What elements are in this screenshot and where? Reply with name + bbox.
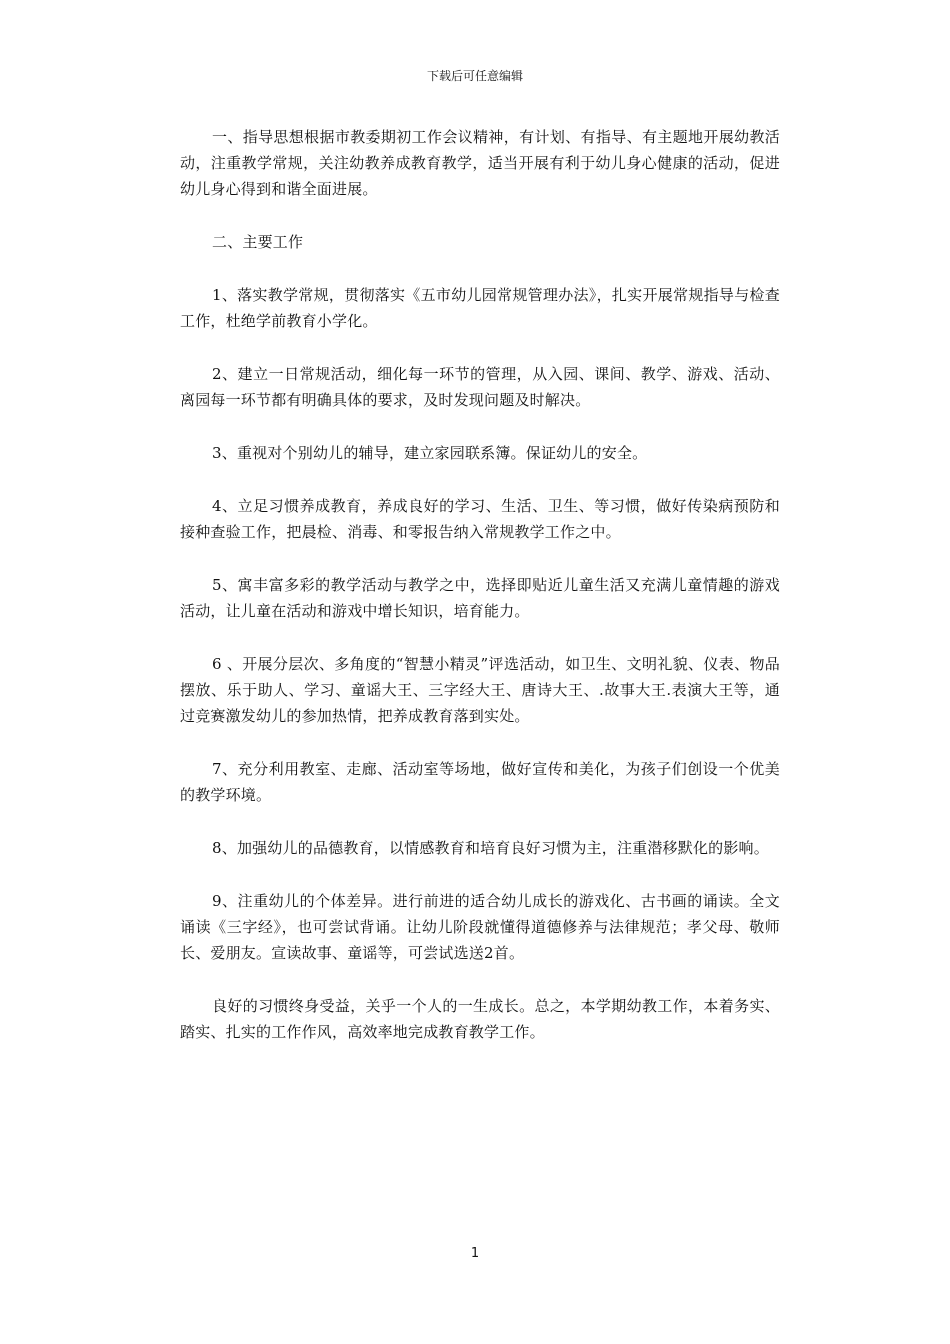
page-header-note: 下载后可任意编辑 [426,69,523,83]
paragraph-item-3: 3、重视对个别幼儿的辅导，建立家园联系簿。保证幼儿的安全。 [212,444,648,462]
section-heading-main-work: 二、主要工作 [212,233,304,251]
document-body [180,124,780,1072]
paragraph-guiding-ideology: 一、指导思想根据市教委期初工作会议精神，有计划、有指导、有主题地开展幼教活动，注重教学常规，关注幼教养成教育教学，适当开展有利于幼儿身心健康的活动，促进幼儿身心得到和谐全面进展。 [180,128,780,198]
paragraph-item-6: 6 、开展分层次、多角度的“智慧小精灵”评选活动，如卫生、文明礼貌、仪表、物品摆放、乐于助人、学习、童谣大王、三字经大王、唐诗大王、.故事大王.表演大王等，通过竞赛激发幼儿的参加热情，把养成教育落到实处。 [180,655,780,725]
page-number: 1 [470,1246,480,1261]
paragraph-item-5: 5、寓丰富多彩的教学活动与教学之中，选择即贴近儿童生活又充满儿童情趣的游戏活动，让儿童在活动和游戏中增长知识，培育能力。 [180,576,780,620]
paragraph-item-7: 7、充分利用教室、走廊、活动室等场地，做好宣传和美化，为孩子们创设一个优美的教学环境。 [180,760,780,804]
paragraph-item-8: 8、加强幼儿的品德教育，以情感教育和培育良好习惯为主，注重潜移默化的影响。 [212,839,769,857]
paragraph-conclusion: 良好的习惯终身受益，关乎一个人的一生成长。总之，本学期幼教工作，本着务实、踏实、扎实的工作作风，高效率地完成教育教学工作。 [180,997,780,1041]
paragraph-item-1: 1、落实教学常规，贯彻落实《五市幼儿园常规管理办法》，扎实开展常规指导与检查工作，杜绝学前教育小学化。 [180,286,780,330]
paragraph-item-4: 4、立足习惯养成教育，养成良好的学习、生活、卫生、等习惯，做好传染病预防和接种查验工作，把晨检、消毒、和零报告纳入常规教学工作之中。 [180,497,780,541]
paragraph-item-9: 9、注重幼儿的个体差异。进行前进的适合幼儿成长的游戏化、古书画的诵读。全文诵读《三字经》，也可尝试背诵。让幼儿阶段就懂得道德修养与法律规范；孝父母、敬师长、爱朋友。宣读故事、童谣等，可尝试选送2首。 [180,892,780,962]
paragraph-item-2: 2、建立一日常规活动，细化每一环节的管理，从入园、课间、教学、游戏、活动、离园每一环节都有明确具体的要求，及时发现问题及时解决。 [180,365,780,409]
